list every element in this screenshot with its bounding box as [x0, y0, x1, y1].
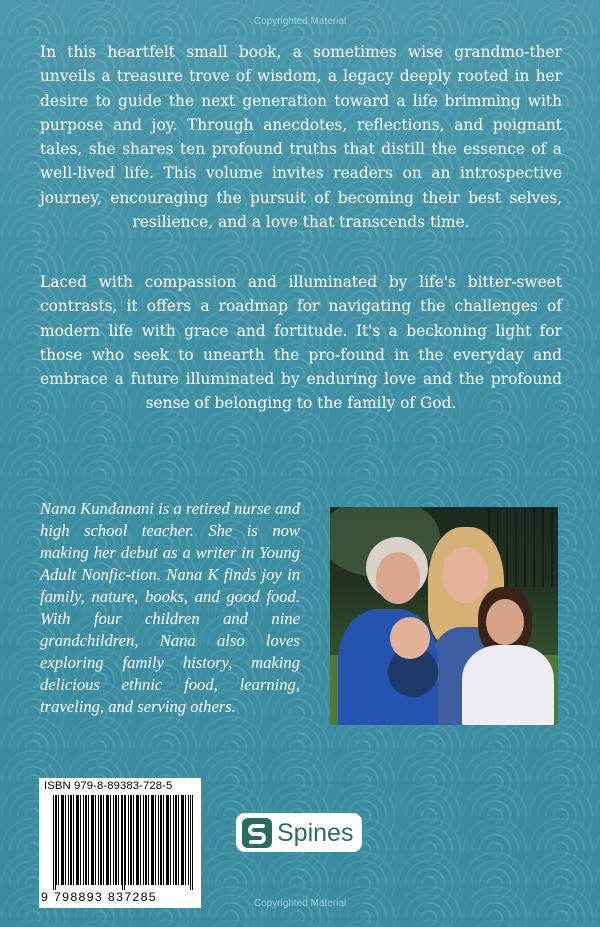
author-bio: Nana Kundanani is a retired nurse and high school teacher. She is now making her debut as a writer in Young Adult Nonfic-tion. Nana K finds joy in family, nature, books, and good food. With four children and nine grandchildren, Nana also loves exploring family history, making delicious ethnic food, learning, traveling, and serving others. — [40, 499, 300, 716]
blurb-paragraph-2: Laced with compassion and illuminated by life's bitter-sweet contrasts, it offers a roadmap for navigating the challenges of modern life with grace and fortitude. It's a beckoning light for those who seek to unearth the pro-found in the everyday and embrace a future illuminated by enduring love and the profound sense of belonging to the family of God. — [40, 273, 562, 413]
blurb-paragraph-1: In this heartfelt small book, a sometimes wise grandmo-ther unveils a treasure trove of wisdom, a legacy deeply rooted in her desire to guide the next generation toward a life brimming with purpose and joy. Through anecdotes, reflections, and poignant tales, she shares ten profound truths that distill the essence of a well-lived life. This volume invites readers on an introspective journey, encouraging the pursuit of becoming their best selves, resilience, and a love that transcends time. — [40, 43, 562, 232]
barcode-digits: 9 798893 837285 — [39, 890, 201, 904]
copyright-watermark-top: Copyrighted Material — [253, 16, 347, 27]
publisher-name: Spines — [277, 819, 354, 847]
isbn-label: ISBN 979-8-89383-728-5 — [44, 780, 173, 792]
publisher-logo — [236, 813, 362, 852]
copyright-watermark-bottom: Copyrighted Material — [253, 898, 347, 909]
author-family-photo — [330, 507, 558, 725]
spines-s-logo-icon — [242, 818, 272, 848]
isbn-barcode — [39, 778, 201, 908]
